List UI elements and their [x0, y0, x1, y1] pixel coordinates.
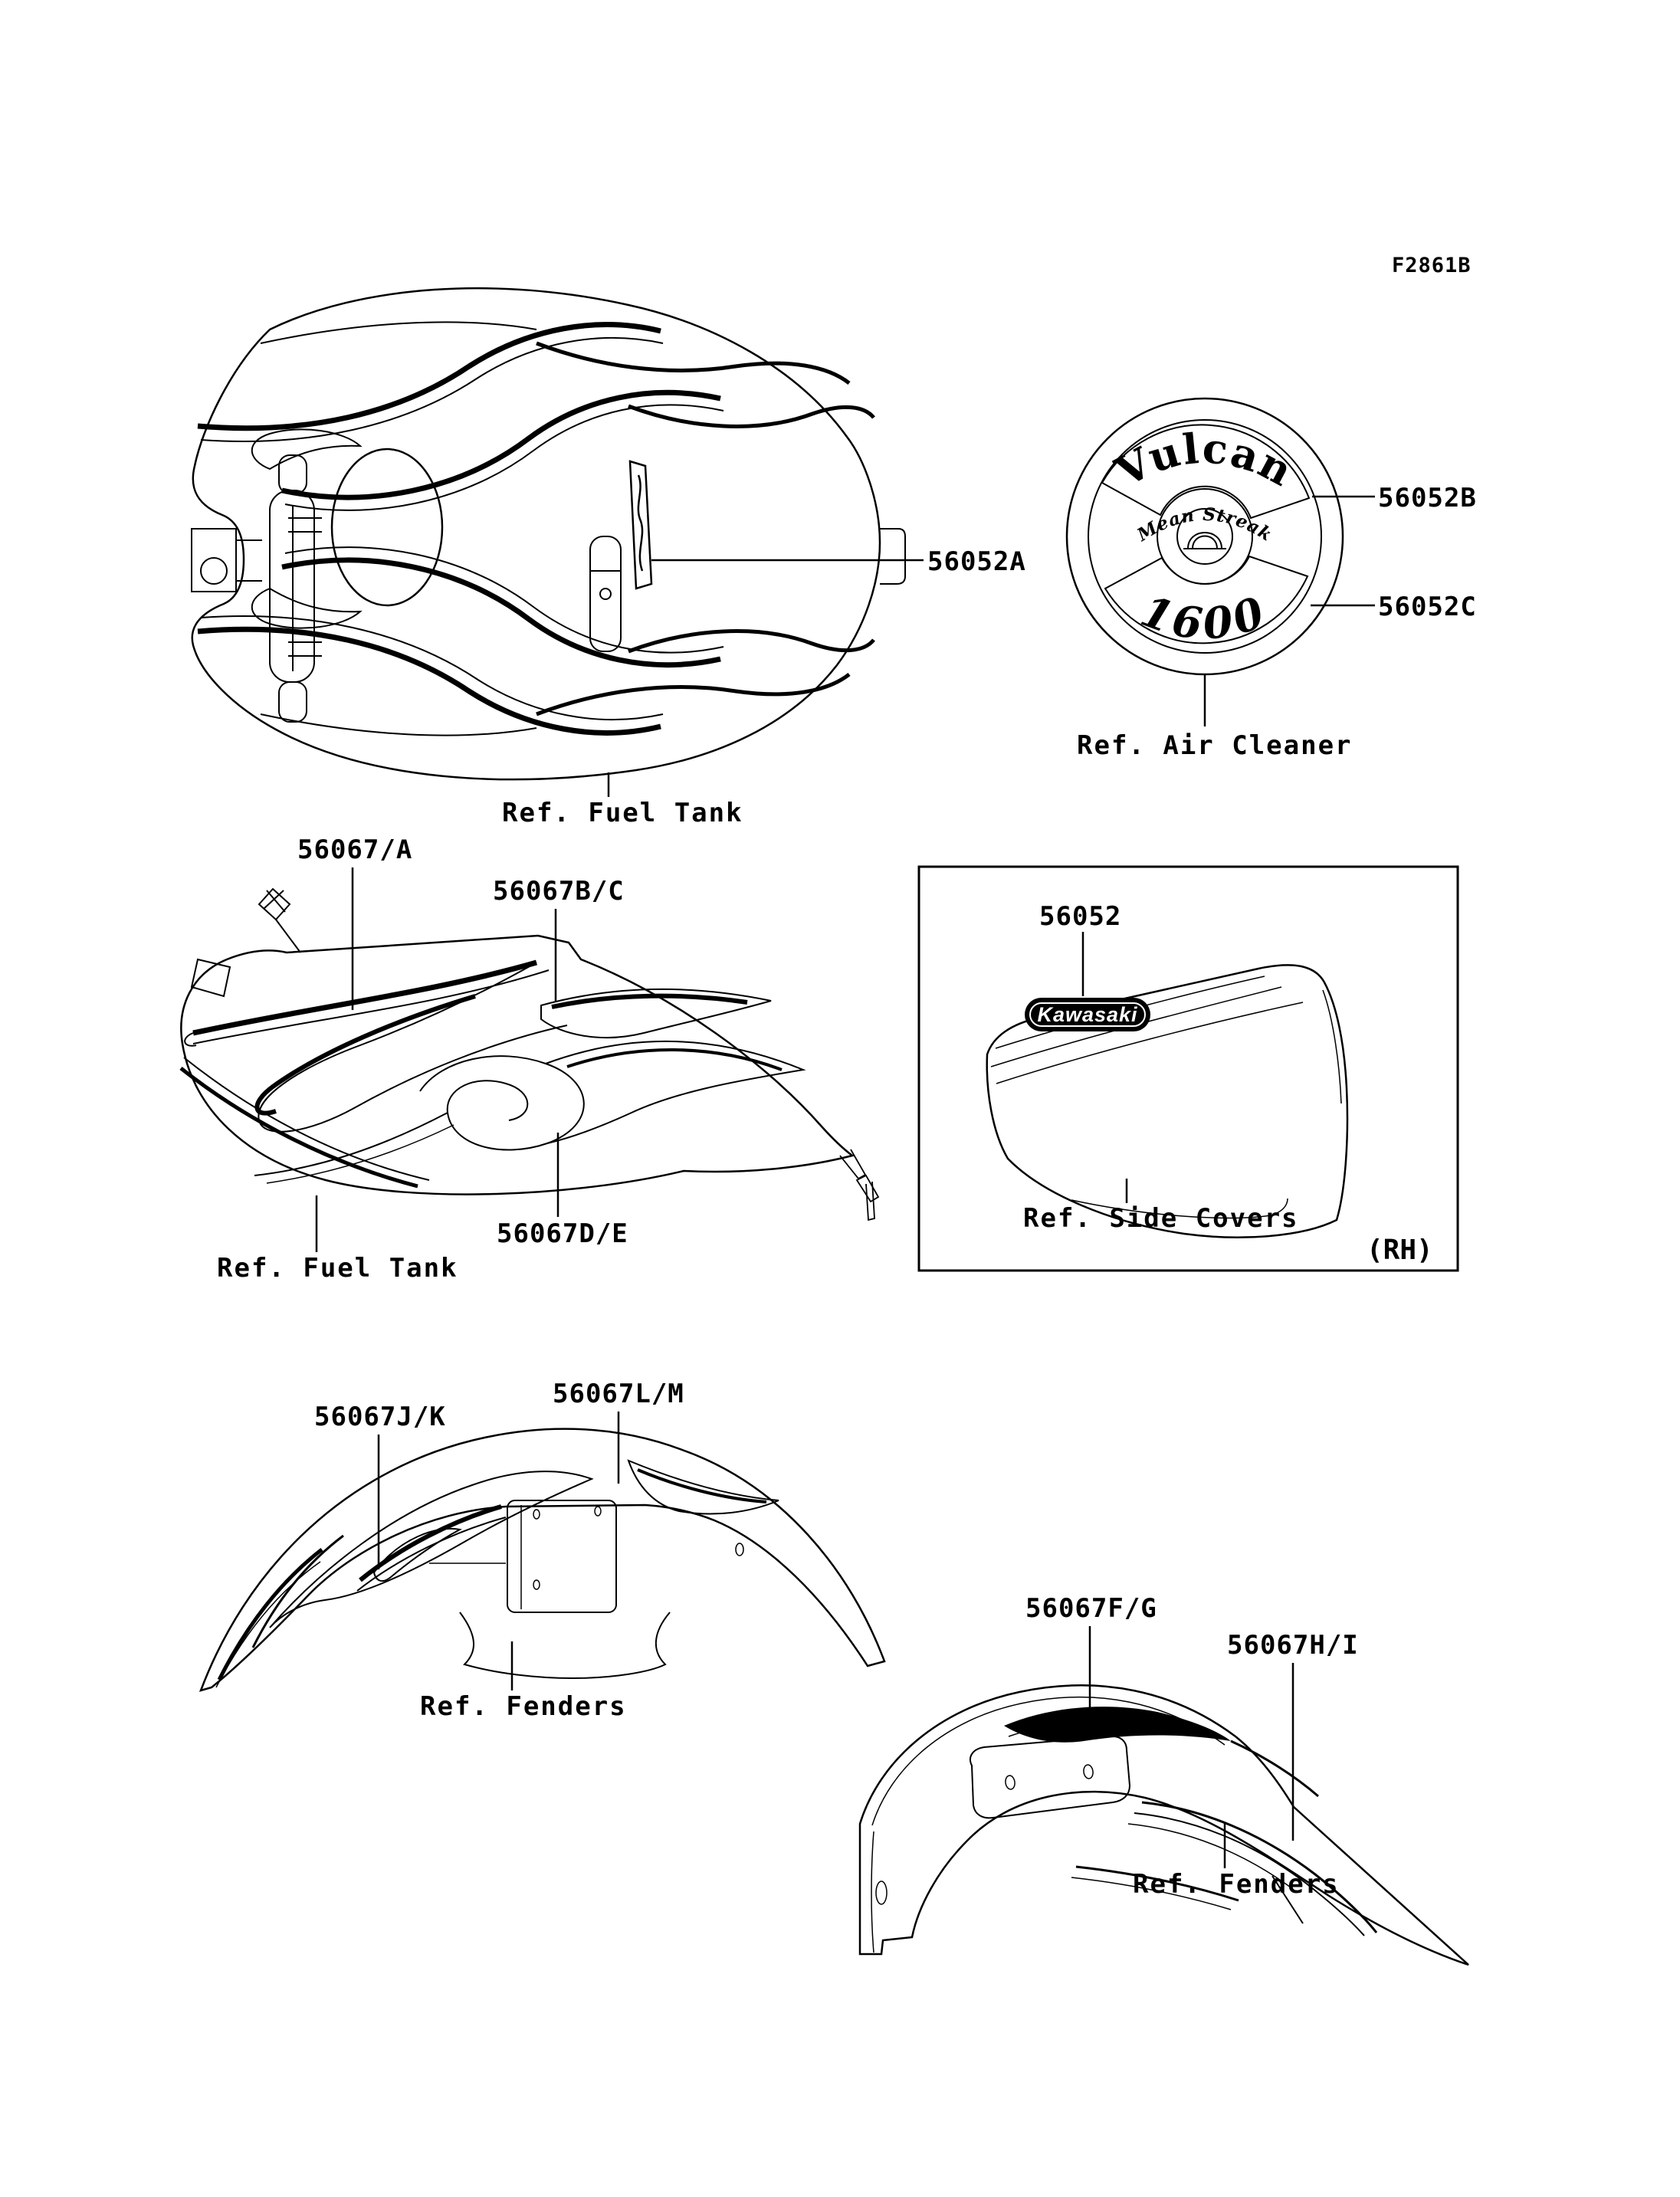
bracket-pin-lower	[533, 1580, 540, 1589]
air-cleaner-emblem	[1067, 398, 1477, 761]
rear-fender-hole	[876, 1881, 887, 1904]
emblem-displacement-text: 1600	[1134, 585, 1275, 651]
tank-left-tab	[192, 529, 236, 592]
emblem-model-text: Mean Streak	[1134, 503, 1276, 546]
part-label-56067de: 56067D/E	[497, 1218, 628, 1249]
rear-fender-bracket	[970, 1736, 1130, 1818]
bracket-pin-right	[595, 1507, 601, 1516]
hand-note-rh: (RH)	[1367, 1235, 1433, 1266]
ref-label-fenders-front: Ref. Fenders	[420, 1691, 627, 1722]
tank-latch-pill	[590, 536, 621, 651]
tank-vent-flag	[259, 889, 300, 953]
tank-top-flames-lower	[198, 547, 874, 736]
front-fender-flames	[216, 1461, 779, 1687]
part-label-56052c: 56052C	[1378, 592, 1477, 622]
ref-label-air-cleaner: Ref. Air Cleaner	[1077, 730, 1353, 761]
front-fender-hole	[736, 1543, 743, 1556]
part-label-56067a: 56067/A	[297, 835, 413, 865]
bracket-pin-left	[533, 1510, 540, 1519]
ref-label-fenders-rear: Ref. Fenders	[1133, 1869, 1340, 1900]
bracket-knob-bottom	[279, 682, 307, 722]
part-label-56067bc: 56067B/C	[493, 876, 625, 907]
rear-bracket-hole-right	[1083, 1764, 1094, 1779]
rear-fender	[860, 1593, 1468, 1965]
svg-text:Mean Streak	[1133, 504, 1276, 546]
bracket-crossbars	[288, 506, 322, 671]
svg-text:1600	[1134, 585, 1275, 650]
rear-fender-edge-line	[871, 1831, 874, 1953]
fuel-tank-side-view	[181, 835, 878, 1284]
part-label-56067jk: 56067J/K	[314, 1402, 446, 1432]
emblem-vulcan-text: Vulcan	[1107, 423, 1302, 497]
ref-label-side-covers: Ref. Side Covers	[1023, 1203, 1299, 1234]
rear-bracket-hole-left	[1005, 1775, 1016, 1789]
part-label-56067hi: 56067H/I	[1227, 1630, 1359, 1661]
kawasaki-badge	[1025, 998, 1150, 1031]
part-label-56067fg: 56067F/G	[1025, 1593, 1157, 1624]
tank-side-flames	[181, 962, 803, 1186]
part-label-56052: 56052	[1039, 901, 1122, 932]
ref-label-fuel-tank-top: Ref. Fuel Tank	[502, 798, 743, 828]
figure-code: F2861B	[1392, 254, 1472, 277]
tank-latch-hole	[600, 589, 611, 599]
fuel-filler-opening	[332, 449, 442, 605]
fuel-tank-top-view	[192, 288, 1026, 828]
tank-left-tab-links	[236, 540, 262, 581]
part-label-56052b: 56052B	[1378, 483, 1477, 513]
tank-left-tab-hole	[201, 558, 227, 584]
front-fender-foot	[460, 1612, 670, 1678]
tank-tail-bracket	[840, 1149, 878, 1220]
side-cover-edge-line	[1323, 990, 1341, 1103]
front-fender-bracket	[507, 1500, 616, 1612]
fuel-tank-side-outline	[181, 936, 852, 1195]
side-covers-panel	[919, 867, 1458, 1271]
ref-label-fuel-tank-side: Ref. Fuel Tank	[217, 1253, 458, 1284]
badge-label: Kawasaki	[1037, 1003, 1138, 1026]
rear-fender-flames	[1004, 1707, 1376, 1936]
front-fender-outline	[201, 1429, 884, 1690]
tank-side-left-tab	[192, 959, 230, 996]
emblem-hub-glyph	[1183, 533, 1226, 549]
edition-sticker-script	[638, 475, 642, 571]
front-fender	[201, 1379, 884, 1722]
part-label-56052a: 56052A	[927, 546, 1026, 577]
part-label-56067lm: 56067L/M	[553, 1379, 684, 1409]
tank-top-flames-upper	[198, 322, 874, 510]
tank-right-tab	[880, 529, 905, 584]
